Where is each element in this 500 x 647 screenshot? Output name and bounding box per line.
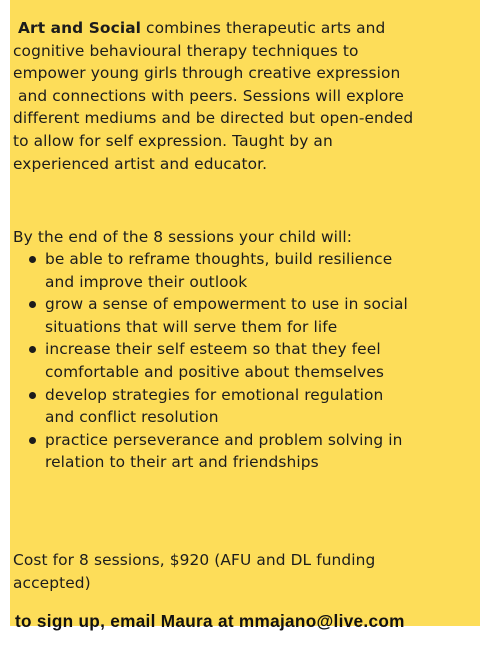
intro-line: experienced artist and educator. [13, 154, 268, 173]
bullet-icon [29, 256, 36, 263]
list-item-line: comfortable and positive about themselves [45, 362, 385, 381]
list-item-line: increase their self esteem so that they feel [45, 340, 381, 359]
intro-line: empower young girls through creative expression [13, 64, 401, 83]
list-item-line: situations that will serve them for life [45, 317, 338, 336]
outcomes-lead: By the end of the 8 sessions your child will: [13, 228, 353, 246]
list-item-line: grow a sense of empowerment to use in social [45, 295, 408, 314]
intro-line: different mediums and be directed but open-ended [13, 109, 414, 128]
intro-line-rest: combines therapeutic arts and [141, 19, 386, 37]
list-item-line: and improve their outlook [45, 272, 248, 291]
list-item [13, 429, 478, 474]
cost-line: Cost for 8 sessions, $920 (AFU and DL funding [13, 551, 376, 569]
list-item-line: practice perseverance and problem solving in [45, 430, 403, 449]
list-item-line: develop strategies for emotional regulation [45, 385, 384, 404]
bullet-icon [29, 301, 36, 308]
program-name: Art and Social [18, 19, 142, 37]
list-item [13, 293, 478, 338]
intro-line: to allow for self expression. Taught by an [13, 131, 333, 150]
flyer-body [13, 17, 478, 592]
bullet-icon [29, 346, 36, 353]
cost-line: accepted) [13, 573, 91, 592]
bullet-icon [29, 437, 36, 444]
outcomes-list [13, 248, 478, 474]
flyer-panel [10, 0, 480, 631]
intro-line: cognitive behavioural therapy techniques to [13, 41, 359, 60]
bullet-icon [29, 392, 36, 399]
intro-line: and connections with peers. Sessions will explore [13, 86, 405, 105]
cost-text [13, 549, 473, 594]
list-item-line: relation to their art and friendships [45, 453, 319, 472]
signup-instructions: to sign up, email Maura at mmajano@live.com [15, 611, 405, 631]
list-item [13, 248, 478, 293]
list-item-line: and conflict resolution [45, 408, 219, 427]
list-item [13, 338, 478, 383]
intro-line [13, 19, 385, 37]
intro-paragraph [13, 17, 478, 175]
list-item-line: be able to reframe thoughts, build resilience [45, 250, 393, 268]
list-item [13, 384, 478, 429]
